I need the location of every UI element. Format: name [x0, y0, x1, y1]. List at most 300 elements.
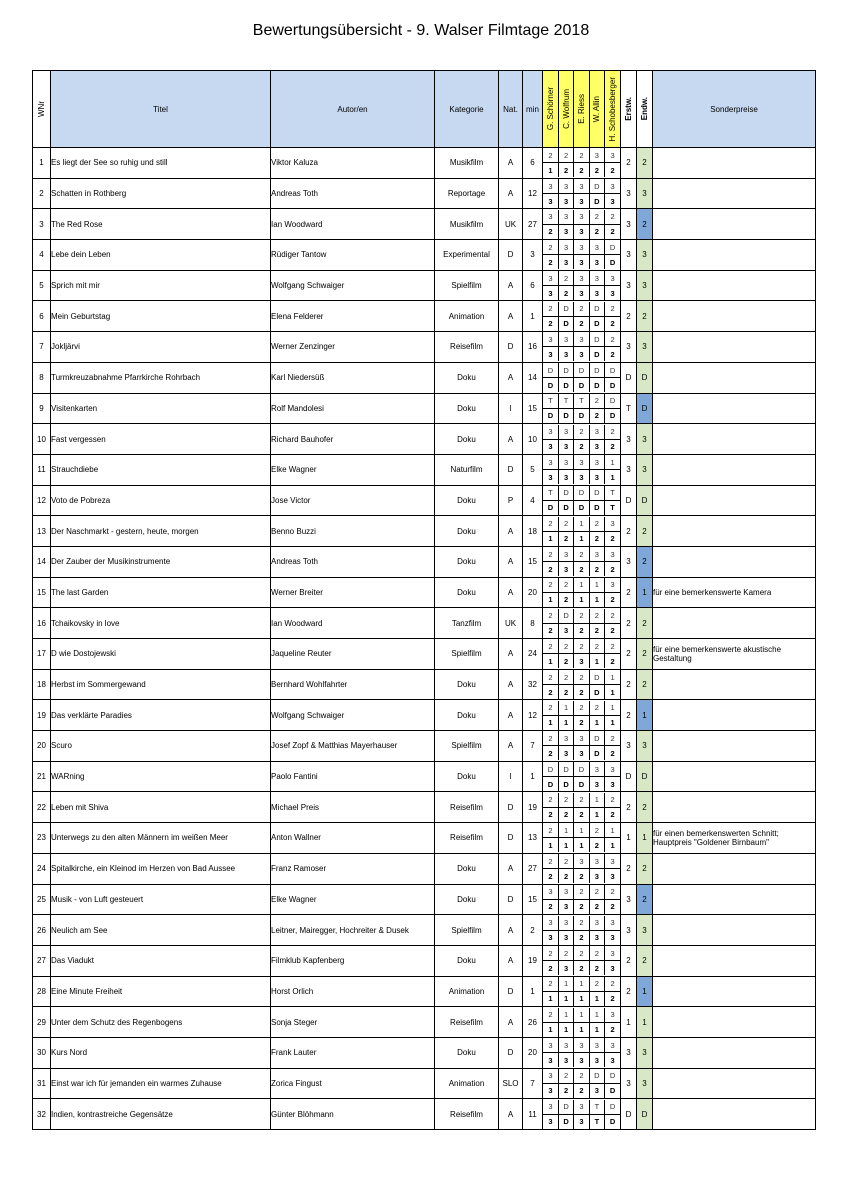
- film-category: Doku: [435, 1037, 499, 1068]
- header-min: min: [523, 71, 543, 148]
- vote-cell: 2: [543, 731, 558, 746]
- vote-cell: 2: [574, 930, 589, 945]
- film-nation: A: [499, 639, 523, 670]
- vote-cell: 3: [543, 425, 558, 440]
- endwertung: 2: [637, 608, 653, 639]
- vote-cell: 3: [589, 1083, 604, 1098]
- film-author: Elke Wagner: [271, 884, 435, 915]
- vote-cell: 3: [558, 961, 573, 976]
- vote-cell: 3: [589, 916, 604, 931]
- vote-cell: 1: [589, 654, 604, 669]
- film-title: Tchaikovsky in love: [51, 608, 271, 639]
- vote-cell: 2: [558, 670, 573, 685]
- film-author: Jose Victor: [271, 485, 435, 516]
- film-number: 14: [33, 546, 51, 577]
- final-votes: [543, 1083, 620, 1098]
- vote-cell: 1: [589, 592, 604, 607]
- table-row: [33, 332, 816, 363]
- vote-cell: 2: [574, 885, 589, 900]
- vote-cell: 3: [558, 746, 573, 761]
- vote-cell: 2: [605, 609, 620, 624]
- vote-cell: 3: [543, 271, 558, 286]
- film-minutes: 1: [523, 301, 543, 332]
- film-minutes: 27: [523, 853, 543, 884]
- vote-cell: D: [543, 762, 558, 777]
- endwertung: 2: [637, 148, 653, 179]
- final-votes: [543, 316, 620, 331]
- vote-cell: 2: [543, 746, 558, 761]
- vote-cell: D: [609, 380, 616, 390]
- vote-cell: 1: [543, 163, 558, 178]
- vote-cell: 2: [558, 531, 573, 546]
- vote-cell: 2: [558, 163, 573, 178]
- vote-cell: 3: [605, 854, 620, 869]
- vote-cell: 1: [543, 531, 558, 546]
- first-votes: [543, 793, 620, 808]
- film-category: Spielfilm: [435, 915, 499, 946]
- vote-cell: 3: [574, 654, 589, 669]
- first-votes: [543, 609, 620, 624]
- film-title: Turmkreuzabnahme Pfarrkirche Rohrbach: [51, 362, 271, 393]
- vote-cell: 3: [558, 562, 573, 577]
- film-number: 21: [33, 761, 51, 792]
- film-title: Spitalkirche, ein Kleinod im Herzen von Bad Aussee: [51, 853, 271, 884]
- final-votes: [543, 1114, 620, 1129]
- vote-cell: 3: [574, 286, 589, 301]
- film-minutes: 19: [523, 945, 543, 976]
- erstwertung: 2: [621, 148, 637, 179]
- vote-cell: 2: [610, 349, 615, 359]
- vote-cell: 2: [543, 639, 558, 654]
- film-nation: A: [499, 148, 523, 179]
- vote-cell: 2: [589, 946, 604, 961]
- vote-cell: 2: [610, 748, 615, 758]
- vote-cell: 1: [574, 1022, 589, 1037]
- film-title: Jokljärvi: [51, 332, 271, 363]
- film-category: Reisefilm: [435, 332, 499, 363]
- vote-cell: 3: [574, 240, 589, 255]
- final-votes: [543, 961, 620, 976]
- vote-cell: 3: [605, 547, 620, 562]
- vote-cell: D: [558, 1114, 573, 1129]
- vote-cell: 2: [574, 609, 589, 624]
- special-prize: [653, 853, 816, 884]
- special-prize: für einen bemerkenswerten Schnitt; Hauptpreis "Goldener Birnbaum": [653, 823, 816, 854]
- film-author: Ian Woodward: [271, 608, 435, 639]
- vote-cell: 3: [574, 746, 589, 761]
- final-votes: [543, 838, 620, 853]
- film-nation: A: [499, 270, 523, 301]
- vote-cell: 3: [589, 455, 604, 470]
- vote-cell: 2: [543, 609, 558, 624]
- film-nation: D: [499, 823, 523, 854]
- film-nation: A: [499, 546, 523, 577]
- table-row: [33, 270, 816, 301]
- special-prize: [653, 546, 816, 577]
- film-minutes: 6: [523, 148, 543, 179]
- table-row: [33, 301, 816, 332]
- vote-cell: 3: [610, 933, 615, 943]
- first-votes: [543, 302, 620, 317]
- vote-cell: 2: [574, 425, 589, 440]
- film-nation: A: [499, 178, 523, 209]
- final-votes: [543, 531, 620, 546]
- table-row: [33, 362, 816, 393]
- first-votes: [543, 701, 620, 716]
- vote-cell: 3: [543, 286, 558, 301]
- vote-cell: D: [589, 302, 604, 317]
- first-votes: [543, 210, 620, 225]
- vote-cell: 2: [589, 977, 604, 992]
- film-category: Musikfilm: [435, 209, 499, 240]
- film-nation: A: [499, 301, 523, 332]
- vote-cell: 2: [543, 807, 558, 822]
- final-votes: [543, 470, 620, 485]
- film-number: 16: [33, 608, 51, 639]
- film-number: 17: [33, 639, 51, 670]
- special-prize: [653, 148, 816, 179]
- header-nr: WNr: [33, 71, 51, 148]
- film-nation: A: [499, 362, 523, 393]
- table-row: [33, 853, 816, 884]
- film-category: Doku: [435, 546, 499, 577]
- endwertung: 3: [637, 178, 653, 209]
- vote-cell: 1: [589, 807, 604, 822]
- special-prize: [653, 270, 816, 301]
- vote-cell: 1: [558, 977, 573, 992]
- vote-cell: 3: [558, 470, 573, 485]
- vote-cell: 3: [589, 869, 604, 884]
- vote-cell: 3: [558, 623, 573, 638]
- endwertung: 1: [637, 577, 653, 608]
- judge-votes: [543, 546, 621, 577]
- vote-cell: 2: [605, 425, 620, 440]
- vote-cell: 3: [574, 194, 589, 209]
- film-author: Elena Felderer: [271, 301, 435, 332]
- film-number: 31: [33, 1068, 51, 1099]
- header-erstw: Erstw.: [621, 71, 637, 148]
- vote-cell: D: [605, 1100, 620, 1115]
- film-minutes: 11: [523, 1099, 543, 1130]
- vote-cell: 3: [605, 578, 620, 593]
- film-minutes: 26: [523, 1007, 543, 1038]
- film-minutes: 5: [523, 454, 543, 485]
- final-votes: [543, 1022, 620, 1037]
- film-author: Frank Lauter: [271, 1037, 435, 1068]
- table-row: [33, 148, 816, 179]
- first-votes: [543, 823, 620, 838]
- film-number: 30: [33, 1037, 51, 1068]
- vote-cell: 2: [558, 854, 573, 869]
- film-minutes: 2: [523, 915, 543, 946]
- film-minutes: 7: [523, 1068, 543, 1099]
- vote-cell: 1: [610, 718, 615, 728]
- vote-cell: 2: [589, 163, 604, 178]
- vote-cell: 3: [543, 179, 558, 194]
- special-prize: [653, 761, 816, 792]
- vote-cell: 3: [610, 196, 615, 206]
- vote-cell: 3: [589, 854, 604, 869]
- special-prize: [653, 1068, 816, 1099]
- first-votes: [543, 762, 620, 777]
- vote-cell: 2: [574, 316, 589, 331]
- special-prize: [653, 731, 816, 762]
- table-row: [33, 546, 816, 577]
- judge-3: E. Riess: [574, 71, 589, 147]
- judge-votes: [543, 700, 621, 731]
- vote-cell: 3: [574, 455, 589, 470]
- table-row: [33, 1068, 816, 1099]
- endwertung: 2: [637, 792, 653, 823]
- erstwertung: 2: [621, 976, 637, 1007]
- film-number: 12: [33, 485, 51, 516]
- vote-cell: D: [543, 408, 558, 423]
- erstwertung: 3: [621, 1068, 637, 1099]
- rating-table-body: [33, 148, 816, 1130]
- vote-cell: 1: [605, 670, 620, 685]
- first-votes: [543, 394, 620, 409]
- endwertung: 2: [637, 546, 653, 577]
- vote-cell: 2: [574, 623, 589, 638]
- vote-cell: 2: [558, 578, 573, 593]
- special-prize: [653, 1099, 816, 1130]
- first-votes: [543, 1100, 620, 1115]
- endwertung: 3: [637, 454, 653, 485]
- vote-cell: 2: [543, 701, 558, 716]
- vote-cell: 1: [589, 715, 604, 730]
- film-number: 32: [33, 1099, 51, 1130]
- film-author: Paolo Fantini: [271, 761, 435, 792]
- vote-cell: D: [589, 378, 604, 393]
- film-number: 13: [33, 516, 51, 547]
- erstwertung: 3: [621, 178, 637, 209]
- vote-cell: 3: [589, 148, 604, 163]
- vote-cell: 1: [543, 1022, 558, 1037]
- vote-cell: 2: [543, 854, 558, 869]
- header-nat: Nat.: [499, 71, 523, 148]
- film-nation: A: [499, 516, 523, 547]
- final-votes: [543, 991, 620, 1006]
- vote-cell: 2: [558, 639, 573, 654]
- vote-cell: 1: [574, 977, 589, 992]
- endwertung: D: [637, 1099, 653, 1130]
- vote-cell: 3: [558, 439, 573, 454]
- vote-cell: 2: [543, 685, 558, 700]
- special-prize: [653, 240, 816, 271]
- film-nation: A: [499, 577, 523, 608]
- first-votes: [543, 977, 620, 992]
- vote-cell: D: [609, 1086, 616, 1096]
- final-votes: [543, 224, 620, 239]
- first-votes: [543, 670, 620, 685]
- vote-cell: 2: [543, 946, 558, 961]
- endwertung: 2: [637, 639, 653, 670]
- judge-votes: [543, 393, 621, 424]
- film-number: 3: [33, 209, 51, 240]
- final-votes: [543, 592, 620, 607]
- vote-cell: D: [609, 257, 616, 267]
- vote-cell: 1: [558, 701, 573, 716]
- film-category: Doku: [435, 761, 499, 792]
- vote-cell: 2: [574, 562, 589, 577]
- vote-cell: 3: [589, 777, 604, 792]
- film-title: Das verklärte Paradies: [51, 700, 271, 731]
- film-category: Doku: [435, 884, 499, 915]
- film-category: Doku: [435, 577, 499, 608]
- table-row: [33, 454, 816, 485]
- vote-cell: 2: [558, 286, 573, 301]
- judge-votes: [543, 1007, 621, 1038]
- vote-cell: T: [605, 486, 620, 501]
- film-minutes: 15: [523, 884, 543, 915]
- film-author: Werner Zenzinger: [271, 332, 435, 363]
- vote-cell: 3: [605, 517, 620, 532]
- final-votes: [543, 807, 620, 822]
- film-author: Viktor Kaluza: [271, 148, 435, 179]
- judge-votes: [543, 792, 621, 823]
- endwertung: D: [637, 485, 653, 516]
- judge-votes: [543, 731, 621, 762]
- vote-cell: 2: [558, 946, 573, 961]
- final-votes: [543, 746, 620, 761]
- special-prize: [653, 884, 816, 915]
- film-nation: A: [499, 1007, 523, 1038]
- vote-cell: 2: [610, 1025, 615, 1035]
- vote-cell: D: [609, 411, 616, 421]
- first-votes: [543, 271, 620, 286]
- special-prize: [653, 945, 816, 976]
- vote-cell: D: [574, 378, 589, 393]
- film-number: 5: [33, 270, 51, 301]
- table-row: [33, 792, 816, 823]
- vote-cell: 2: [610, 656, 615, 666]
- film-number: 2: [33, 178, 51, 209]
- header-endw: Endw.: [637, 71, 653, 148]
- vote-cell: 3: [610, 963, 615, 973]
- vote-cell: 1: [574, 991, 589, 1006]
- vote-cell: D: [574, 777, 589, 792]
- vote-cell: D: [543, 378, 558, 393]
- table-row: [33, 823, 816, 854]
- final-votes: [543, 378, 620, 393]
- vote-cell: 3: [543, 1083, 558, 1098]
- vote-cell: 3: [589, 762, 604, 777]
- film-title: Unterwegs zu den alten Männern im weißen Meer: [51, 823, 271, 854]
- vote-cell: 2: [543, 1008, 558, 1023]
- table-row: [33, 209, 816, 240]
- erstwertung: 2: [621, 577, 637, 608]
- special-prize: [653, 393, 816, 424]
- film-author: Rolf Mandolesi: [271, 393, 435, 424]
- judge-votes: [543, 178, 621, 209]
- vote-cell: 2: [543, 302, 558, 317]
- final-votes: [543, 869, 620, 884]
- final-votes: [543, 562, 620, 577]
- film-author: Wolfgang Schwaiger: [271, 270, 435, 301]
- first-votes: [543, 425, 620, 440]
- vote-cell: 1: [558, 715, 573, 730]
- endwertung: 2: [637, 209, 653, 240]
- film-nation: I: [499, 761, 523, 792]
- judge-1: G. Schörner: [543, 71, 558, 147]
- endwertung: 2: [637, 669, 653, 700]
- erstwertung: 3: [621, 884, 637, 915]
- judge-votes: [543, 1099, 621, 1130]
- first-votes: [543, 578, 620, 593]
- film-category: Reportage: [435, 178, 499, 209]
- film-title: Lebe dein Leben: [51, 240, 271, 271]
- film-minutes: 12: [523, 178, 543, 209]
- endwertung: 2: [637, 884, 653, 915]
- vote-cell: D: [543, 363, 558, 378]
- vote-cell: 3: [574, 731, 589, 746]
- vote-cell: 1: [574, 517, 589, 532]
- film-number: 4: [33, 240, 51, 271]
- film-title: Leben mit Shiva: [51, 792, 271, 823]
- vote-cell: 1: [543, 991, 558, 1006]
- judge-votes: [543, 1037, 621, 1068]
- table-row: [33, 393, 816, 424]
- header-row: [33, 71, 816, 148]
- final-votes: [543, 777, 620, 792]
- judge-votes: [543, 884, 621, 915]
- first-votes: [543, 240, 620, 255]
- vote-cell: 2: [589, 838, 604, 853]
- vote-cell: 3: [543, 1100, 558, 1115]
- vote-cell: D: [558, 486, 573, 501]
- film-author: Rüdiger Tantow: [271, 240, 435, 271]
- vote-cell: D: [589, 486, 604, 501]
- special-prize: [653, 454, 816, 485]
- film-nation: A: [499, 669, 523, 700]
- vote-cell: 1: [610, 840, 615, 850]
- film-number: 6: [33, 301, 51, 332]
- vote-cell: 1: [589, 1008, 604, 1023]
- final-votes: [543, 654, 620, 669]
- table-row: [33, 976, 816, 1007]
- judge-5: H. Schobesberger: [608, 76, 618, 142]
- vote-cell: 2: [574, 439, 589, 454]
- final-votes: [543, 715, 620, 730]
- vote-cell: D: [558, 363, 573, 378]
- film-title: Musik - von Luft gesteuert: [51, 884, 271, 915]
- film-title: Schatten in Rothberg: [51, 178, 271, 209]
- vote-cell: 2: [589, 961, 604, 976]
- special-prize: [653, 1007, 816, 1038]
- special-prize: [653, 915, 816, 946]
- vote-cell: 1: [543, 592, 558, 607]
- vote-cell: 2: [574, 148, 589, 163]
- erstwertung: 3: [621, 270, 637, 301]
- vote-cell: 3: [610, 288, 615, 298]
- vote-cell: 3: [574, 224, 589, 239]
- film-number: 18: [33, 669, 51, 700]
- table-row: [33, 669, 816, 700]
- vote-cell: 2: [543, 578, 558, 593]
- table-row: [33, 639, 816, 670]
- rating-table: [32, 70, 816, 1130]
- table-row: [33, 424, 816, 455]
- film-author: Karl Niedersüß: [271, 362, 435, 393]
- header-titel: Titel: [51, 71, 271, 148]
- vote-cell: 3: [543, 1038, 558, 1053]
- vote-cell: 3: [610, 871, 615, 881]
- endwertung: 3: [637, 270, 653, 301]
- judge-votes: [543, 761, 621, 792]
- vote-cell: 2: [574, 302, 589, 317]
- film-nation: A: [499, 731, 523, 762]
- vote-cell: 3: [605, 1038, 620, 1053]
